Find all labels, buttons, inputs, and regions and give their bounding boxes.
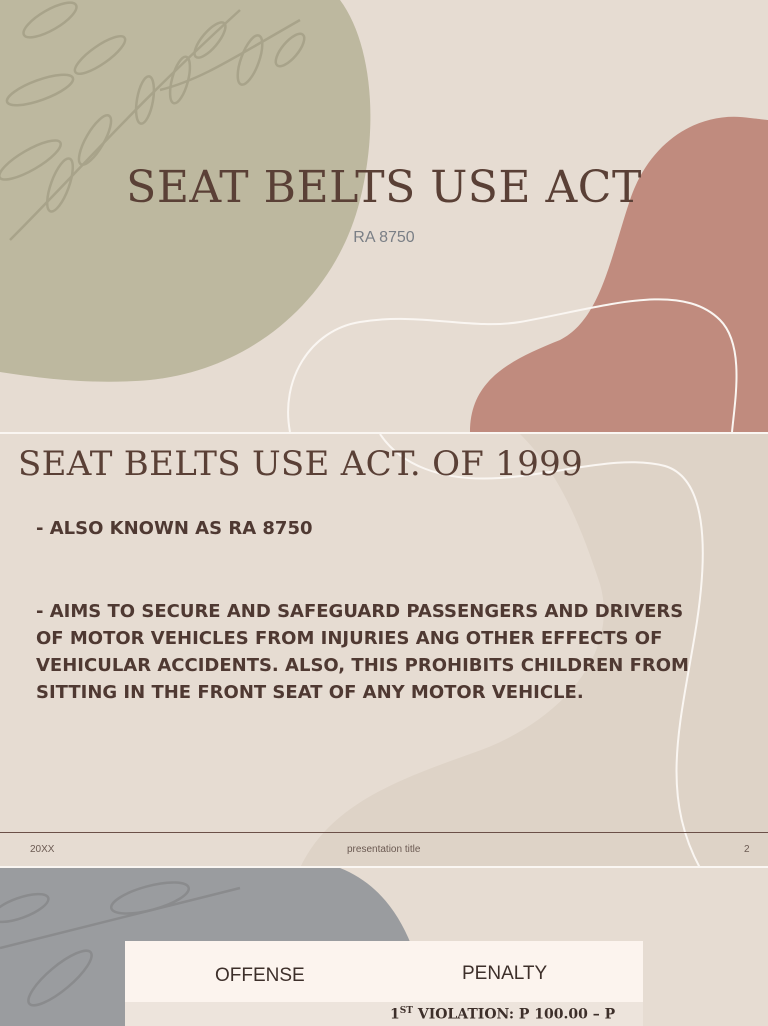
table-cell-penalty (390, 1006, 615, 1023)
slide-1-title: SEAT BELTS USE ACT (126, 162, 642, 213)
violation-ordinal: 1 (390, 1006, 400, 1023)
footer-presentation-title: presentation title (347, 844, 421, 855)
slide-1-background (0, 0, 768, 432)
footer-page-number: 2 (744, 844, 750, 855)
slide-3 (0, 866, 768, 1026)
slide-2 (0, 432, 768, 868)
slide-1-subtitle: RA 8750 (353, 229, 415, 246)
violation-text: VIOLATION: P 100.00 – P (412, 1006, 616, 1023)
table-header-offense: OFFENSE (215, 965, 305, 986)
violation-ordinal-suffix: ST (399, 1006, 413, 1016)
slide-1 (0, 0, 768, 432)
bullet-also-known: - ALSO KNOWN AS RA 8750 (36, 518, 313, 539)
bullet-aims: - AIMS TO SECURE AND SAFEGUARD PASSENGERS AND DRIVERS OF MOTOR VEHICLES FROM INJURIES ANG OTHER EFFECTS OF VEHICULAR ACCIDENTS. ALSO, THIS PROHIBITS CHILDREN FROM SITTING IN THE FRONT SEAT OF ANY MOTOR VEHICLE. (36, 601, 689, 703)
footer-date: 20XX (30, 844, 55, 855)
footer-divider (0, 832, 768, 833)
slide-2-title: SEAT BELTS USE ACT. OF 1999 (18, 444, 584, 484)
table-header-penalty: PENALTY (462, 963, 548, 984)
